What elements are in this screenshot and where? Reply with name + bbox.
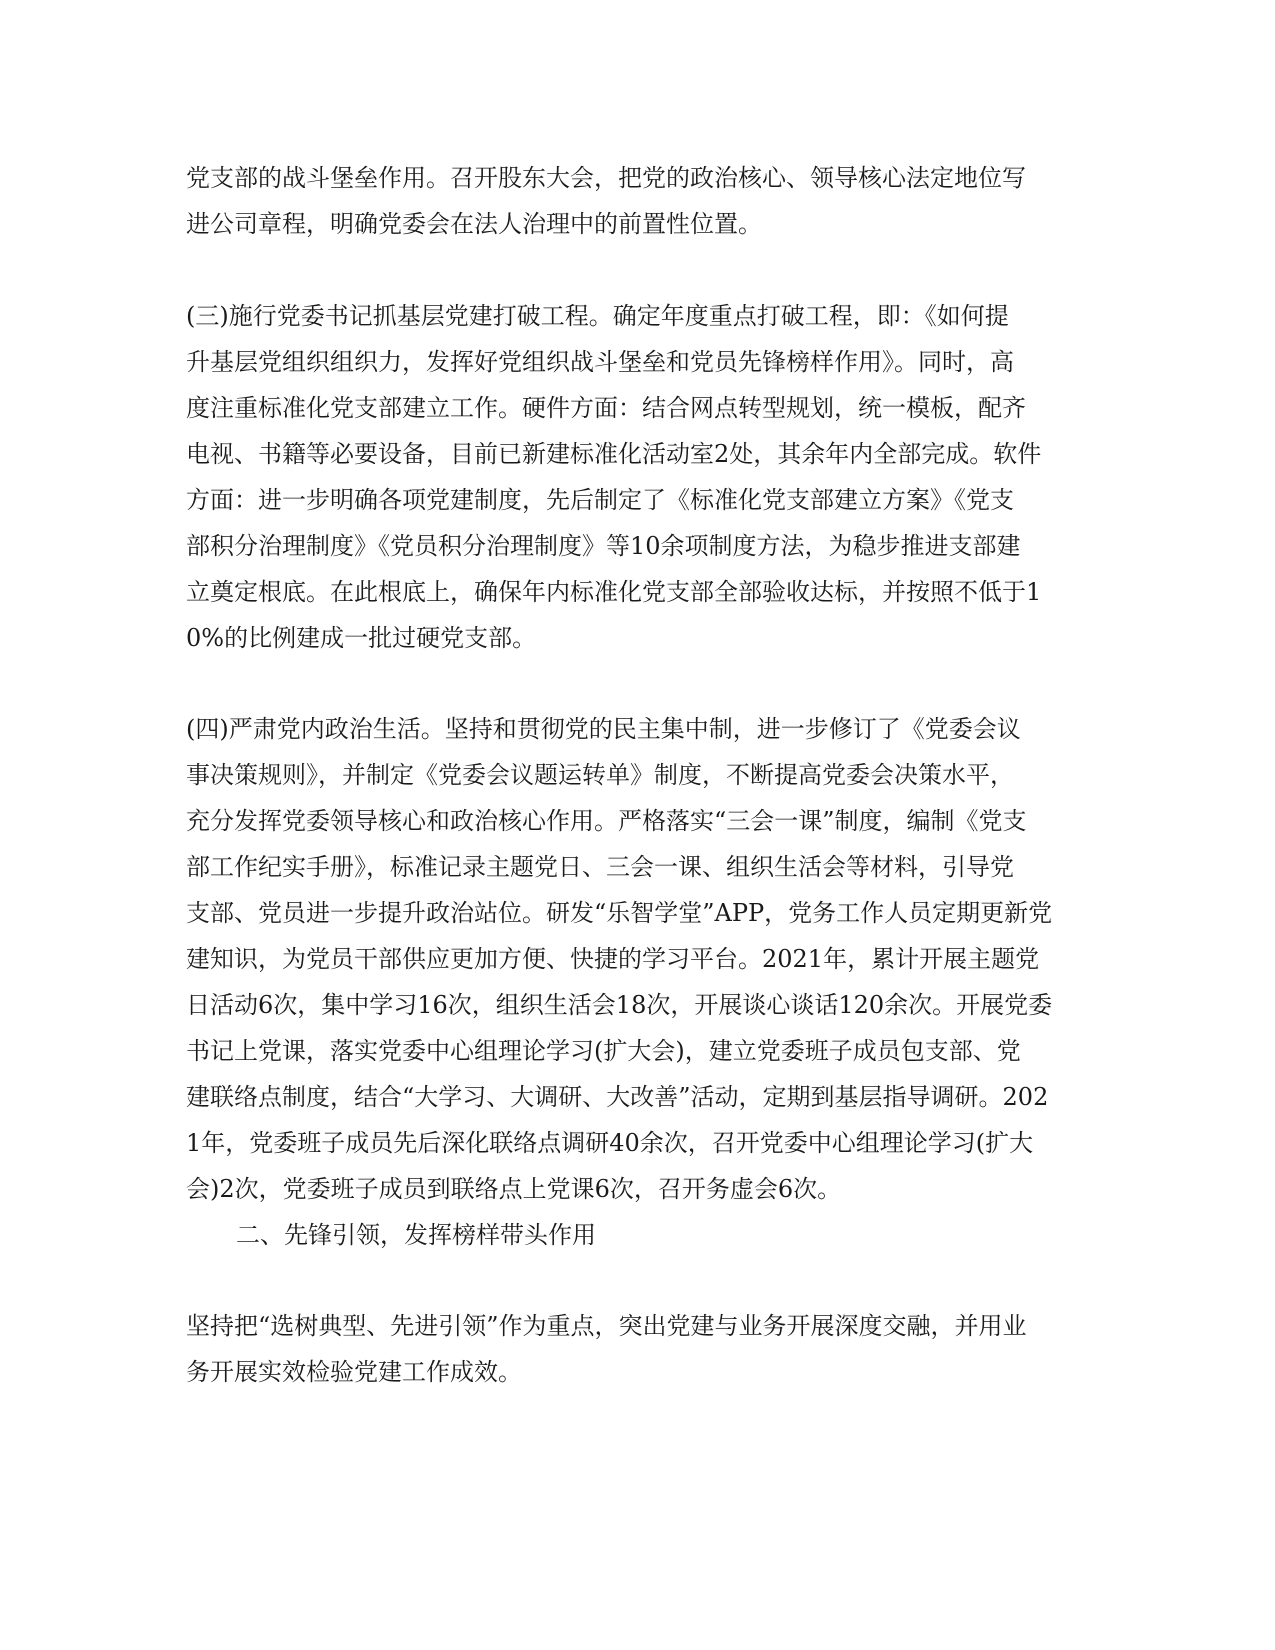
text-line: 进公司章程，明确党委会在法人治理中的前置性位置。 <box>186 210 762 238</box>
section-heading: 二、先锋引领，发挥榜样带头作用 <box>236 1221 596 1249</box>
text-line: 会)2次，党委班子成员到联络点上党课6次，召开务虚会6次。 <box>186 1175 842 1203</box>
text-line: 升基层党组织组织力，发挥好党组织战斗堡垒和党员先锋榜样作用》。同时，高 <box>186 348 1014 376</box>
text-line: 日活动6次，集中学习16次，组织生活会18次，开展谈心谈话120余次。开展党委 <box>186 991 1053 1019</box>
text-line: 电视、书籍等必要设备，目前已新建标准化活动室2处，其余年内全部完成。软件 <box>186 440 1042 468</box>
text-line: 1年，党委班子成员先后深化联络点调研40余次，召开党委中心组理论学习(扩大 <box>186 1129 1034 1157</box>
text-line: 书记上党课，落实党委中心组理论学习(扩大会)，建立党委班子成员包支部、党 <box>186 1037 1021 1065</box>
text-line: (四)严肃党内政治生活。坚持和贯彻党的民主集中制，进一步修订了《党委会议 <box>186 715 1021 743</box>
text-line: 部积分治理制度》《党员积分治理制度》等10余项制度方法，为稳步推进支部建 <box>186 532 1021 560</box>
text-line: 坚持把“选树典型、先进引领”作为重点，突出党建与业务开展深度交融，并用业 <box>186 1312 1027 1340</box>
text-line: 方面：进一步明确各项党建制度，先后制定了《标准化党支部建立方案》《党支 <box>186 486 1014 514</box>
text-line: 建知识，为党员干部供应更加方便、快捷的学习平台。2021年，累计开展主题党 <box>186 945 1040 973</box>
text-line: 立奠定根底。在此根底上，确保年内标准化党支部全部验收达标，并按照不低于1 <box>186 578 1042 606</box>
text-line: 事决策规则》，并制定《党委会议题运转单》制度，不断提高党委会决策水平， <box>186 761 1014 789</box>
text-line: 充分发挥党委领导核心和政治核心作用。严格落实“三会一课”制度，编制《党支 <box>186 807 1027 835</box>
text-line: 建联络点制度，结合“大学习、大调研、大改善”活动，定期到基层指导调研。202 <box>186 1083 1049 1111</box>
text-line: 务开展实效检验党建工作成效。 <box>186 1358 522 1386</box>
text-line: 0%的比例建成一批过硬党支部。 <box>186 624 537 652</box>
text-line: (三)施行党委书记抓基层党建打破工程。确定年度重点打破工程，即：《如何提 <box>186 302 1009 330</box>
text-line: 支部、党员进一步提升政治站位。研发“乐智学堂”APP，党务工作人员定期更新党 <box>186 899 1053 927</box>
text-line: 党支部的战斗堡垒作用。召开股东大会，把党的政治核心、领导核心法定地位写 <box>186 164 1026 192</box>
text-line: 度注重标准化党支部建立工作。硬件方面：结合网点转型规划，统一模板，配齐 <box>186 394 1026 422</box>
text-line: 部工作纪实手册》，标准记录主题党日、三会一课、组织生活会等材料，引导党 <box>186 853 1014 881</box>
